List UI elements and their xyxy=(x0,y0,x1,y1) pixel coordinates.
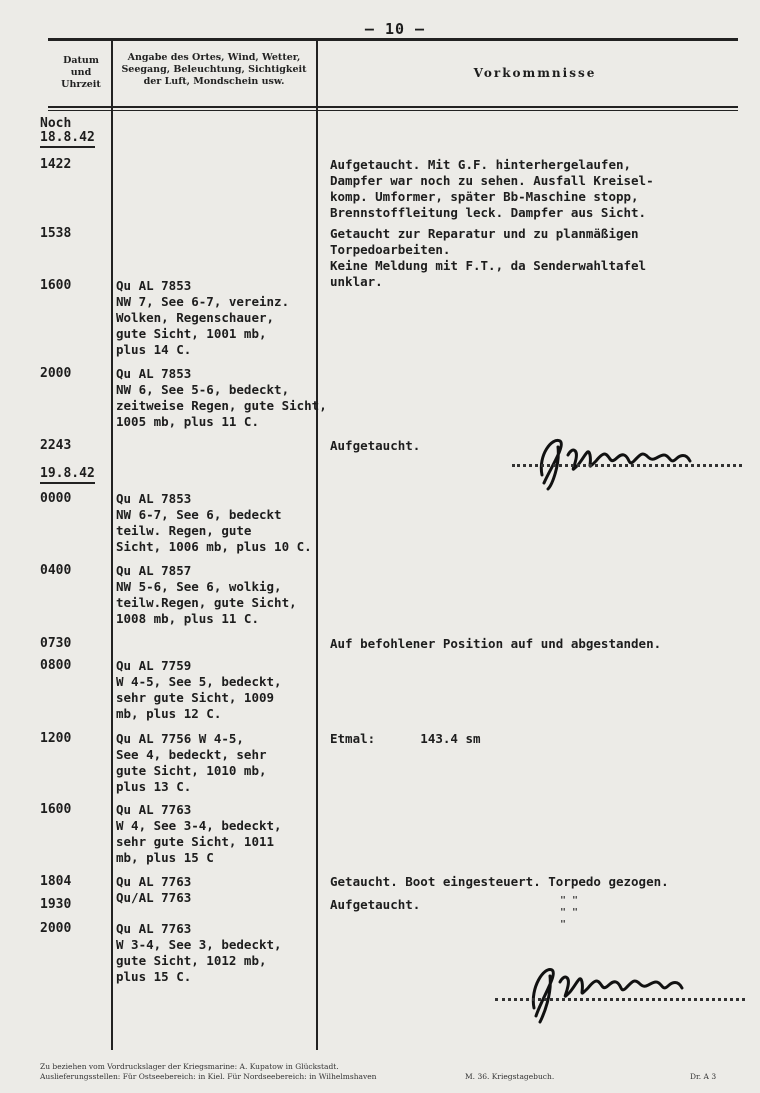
entry-weather: Qu AL 7763 W 4, See 3-4, bedeckt, sehr gute Sicht, 1011 mb, plus 15 C xyxy=(116,802,282,865)
header-top-rule xyxy=(48,38,738,41)
entry-weather: Qu/AL 7763 xyxy=(116,890,192,905)
entry-weather: Qu AL 7763 W 3-4, See 3, bedeckt, gute Sicht, 1012 mb, plus 15 C. xyxy=(116,921,282,984)
entry-weather: Qu AL 7756 W 4-5, See 4, bedeckt, sehr gute Sicht, 1010 mb, plus 13 C. xyxy=(116,731,267,794)
header-location-line-2: Seegang, Beleuchtung, Sichtigkeit xyxy=(121,64,307,75)
entry-event: Aufgetaucht. xyxy=(330,438,421,453)
mark-1: " " xyxy=(560,895,579,906)
footer-line-1: Zu beziehen vom Vordruckslager der Kriegsmarine: A. Kupatow in Glückstadt. xyxy=(40,1062,339,1071)
entry-time: 1600 xyxy=(40,278,72,293)
entry-time: 2000 xyxy=(40,366,72,381)
header-date-line-3: Uhrzeit xyxy=(61,79,101,90)
noch-label: Noch xyxy=(40,116,72,131)
header-bottom-rule xyxy=(48,106,738,108)
footer-line-2: Auslieferungsstellen: Für Ostseebereich: in Kiel. Für Nordseebereich: in Wilhelmshaven xyxy=(40,1072,377,1081)
header-location-column xyxy=(114,52,314,88)
entry-weather: Qu AL 7759 W 4-5, See 5, bedeckt, sehr gute Sicht, 1009 mb, plus 12 C. xyxy=(116,658,282,721)
date-19-8-42 xyxy=(40,466,95,482)
date-18-8-42-text: 18.8.42 xyxy=(40,130,95,148)
entry-event: Aufgetaucht. Mit G.F. hinterhergelaufen, Dampfer war noch zu sehen. Ausfall Kreisel- komp. Umformer, später Bb-Maschine stopp, Brennstoffleitung leck. Dampfer aus Sicht. xyxy=(330,157,654,220)
footer-publisher xyxy=(40,1062,440,1082)
date-18-8-42 xyxy=(40,130,95,146)
header-location-line-1: Angabe des Ortes, Wind, Wetter, xyxy=(127,52,301,63)
entry-event: Aufgetaucht. xyxy=(330,897,421,912)
entry-time: 0800 xyxy=(40,658,72,673)
entry-weather: Qu AL 7853 NW 6-7, See 6, bedeckt teilw. Regen, gute Sicht, 1006 mb, plus 10 C. xyxy=(116,491,312,554)
entry-time: 0000 xyxy=(40,491,72,506)
entry-time: 1200 xyxy=(40,731,72,746)
entry-time: 1930 xyxy=(40,897,72,912)
signature-2 xyxy=(520,948,700,1028)
header-location-line-3: der Luft, Mondschein usw. xyxy=(143,76,285,87)
entry-event: Getaucht zur Reparatur und zu planmäßigen Torpedoarbeiten. Keine Meldung mit F.T., da Senderwahltafel unklar. xyxy=(330,226,647,289)
footer-code: Dr. A 3 xyxy=(690,1072,717,1081)
header-bottom-rule-2 xyxy=(48,110,738,111)
entry-time: 1538 xyxy=(40,226,72,241)
signature-dotted-line-1 xyxy=(512,464,742,467)
entry-event: Etmal: 143.4 sm xyxy=(330,731,481,746)
mark-2: " " xyxy=(560,907,579,918)
header-events-column: Vorkommnisse xyxy=(473,66,597,80)
entry-time: 1600 xyxy=(40,802,72,817)
entry-weather: Qu AL 7857 NW 5-6, See 6, wolkig, teilw.Regen, gute Sicht, 1008 mb, plus 11 C. xyxy=(116,563,297,626)
column-divider-1 xyxy=(111,40,113,1050)
header-date-line-2: und xyxy=(70,67,92,78)
page-number: — 10 — xyxy=(364,20,426,38)
footer-form-number: M. 36. Kriegstagebuch. xyxy=(465,1072,555,1081)
entry-time: 1804 xyxy=(40,874,72,889)
entry-event: Getaucht. Boot eingesteuert. Torpedo gezogen. xyxy=(330,874,669,889)
entry-time: 2000 xyxy=(40,921,72,936)
entry-event: Auf befohlener Position auf und abgestanden. xyxy=(330,636,662,651)
date-19-8-42-text: 19.8.42 xyxy=(40,466,95,484)
signature-1 xyxy=(530,425,710,495)
entry-weather: Qu AL 7763 xyxy=(116,874,192,889)
entry-time: 1422 xyxy=(40,157,72,172)
entry-time: 0730 xyxy=(40,636,72,651)
entry-weather: Qu AL 7853 NW 6, See 5-6, bedeckt, zeitweise Regen, gute Sicht, 1005 mb, plus 11 C. xyxy=(116,366,327,429)
header-date-column xyxy=(52,55,110,91)
header-date-line-1: Datum xyxy=(63,55,99,66)
entry-weather: Qu AL 7853 NW 7, See 6-7, vereinz. Wolken, Regenschauer, gute Sicht, 1001 mb, plus 14 C. xyxy=(116,278,290,357)
entry-time: 2243 xyxy=(40,438,72,453)
mark-3: " xyxy=(560,919,567,930)
entry-time: 0400 xyxy=(40,563,72,578)
signature-dotted-line-2 xyxy=(495,998,745,1001)
handwritten-marks xyxy=(560,895,578,931)
